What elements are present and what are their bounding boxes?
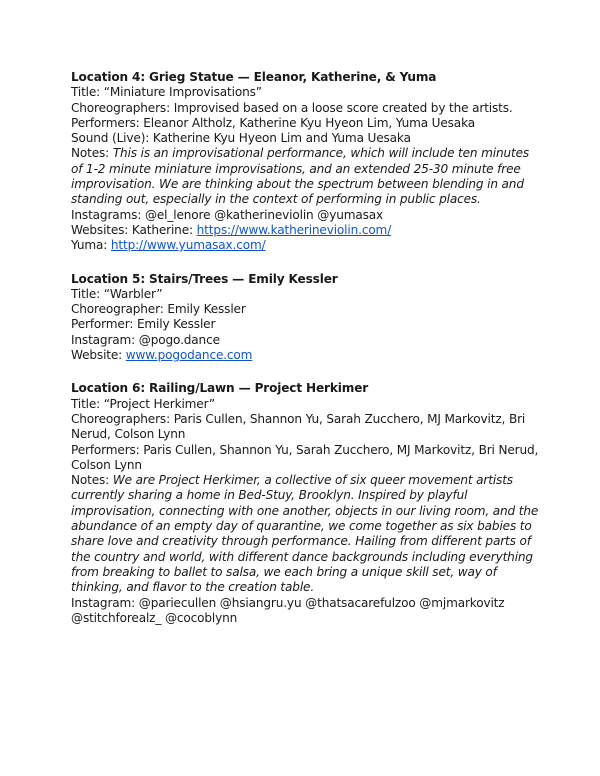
- choreographers: Choreographers: Improvised based on a loose score created by the artists.: [71, 100, 513, 115]
- instagram: Instagram: @pariecullen @hsiangru.yu @thatsacarefulzoo @mjmarkovitz @stitchforealz_ @cocoblynn: [71, 595, 505, 625]
- performance-title: Title: “Warbler”: [71, 286, 163, 301]
- yuma-website: [71, 238, 540, 253]
- website: [71, 348, 540, 363]
- websites-label: Websites: Katherine:: [71, 222, 197, 237]
- sound: Sound (Live): Katherine Kyu Hyeon Lim and Yuma Uesaka: [71, 131, 411, 146]
- performer: Performer: Emily Kessler: [71, 317, 216, 332]
- notes-text: This is an improvisational performance, which will include ten minutes of 1-2 minute miniature improvisations, and an extended 25-30 minute free improvisation. We are thinking about the spectrum between blending in and standing out, especially in the context of performing in public places.: [71, 146, 530, 207]
- yuma-label: Yuma:: [71, 238, 111, 253]
- pogodance-website-link[interactable]: www.pogodance.com: [125, 348, 253, 363]
- instagrams: Instagrams: @el_lenore @katherineviolin @yumasax: [71, 207, 384, 222]
- section-heading: Location 6: Railing/Lawn — Project Herkimer: [71, 381, 369, 396]
- website-label: Website:: [71, 348, 126, 363]
- performance-title: Title: “Miniature Improvisations”: [71, 85, 262, 100]
- section-location-4: [71, 70, 540, 254]
- katherine-website-link[interactable]: https://www.katherineviolin.com/: [196, 222, 392, 237]
- performance-title: Title: “Project Herkimer”: [71, 396, 216, 411]
- notes-label: Notes:: [71, 473, 113, 488]
- performers: Performers: Paris Cullen, Shannon Yu, Sarah Zucchero, MJ Markovitz, Bri Nerud, Colson Lynn: [71, 442, 539, 472]
- section-heading: Location 4: Grieg Statue — Eleanor, Katherine, & Yuma: [71, 70, 437, 84]
- choreographers: Choreographers: Paris Cullen, Shannon Yu, Sarah Zucchero, MJ Markovitz, Bri Nerud, Colson Lynn: [71, 411, 526, 442]
- section-location-6: [71, 381, 540, 626]
- section-heading: Location 5: Stairs/Trees — Emily Kessler: [71, 271, 338, 286]
- websites: [71, 223, 540, 238]
- yuma-website-link[interactable]: http://www.yumasax.com/: [110, 238, 266, 253]
- notes-text: We are Project Herkimer, a collective of six queer movement artists currently sharing a home in Bed-Stuy, Brooklyn. Inspired by playful improvisation, connecting with one another, objects in our living room, and the abundance of an empty day of quarantine, we come together as six babies to share love and creativity through performance. Hailing from different parts of the country and world, with different dance backgrounds including everything from breaking to ballet to salsa, we each bring a unique skill set, way of thinking, and flavor to the creation table.: [71, 473, 539, 595]
- section-location-5: [71, 272, 540, 364]
- instagram: Instagram: @pogo.dance: [71, 332, 220, 347]
- notes-label: Notes:: [71, 146, 113, 161]
- performers: Performers: Eleanor Altholz, Katherine Kyu Hyeon Lim, Yuma Uesaka: [71, 115, 475, 130]
- notes: [71, 473, 540, 595]
- notes: [71, 146, 540, 207]
- choreographer: Choreographer: Emily Kessler: [71, 302, 246, 317]
